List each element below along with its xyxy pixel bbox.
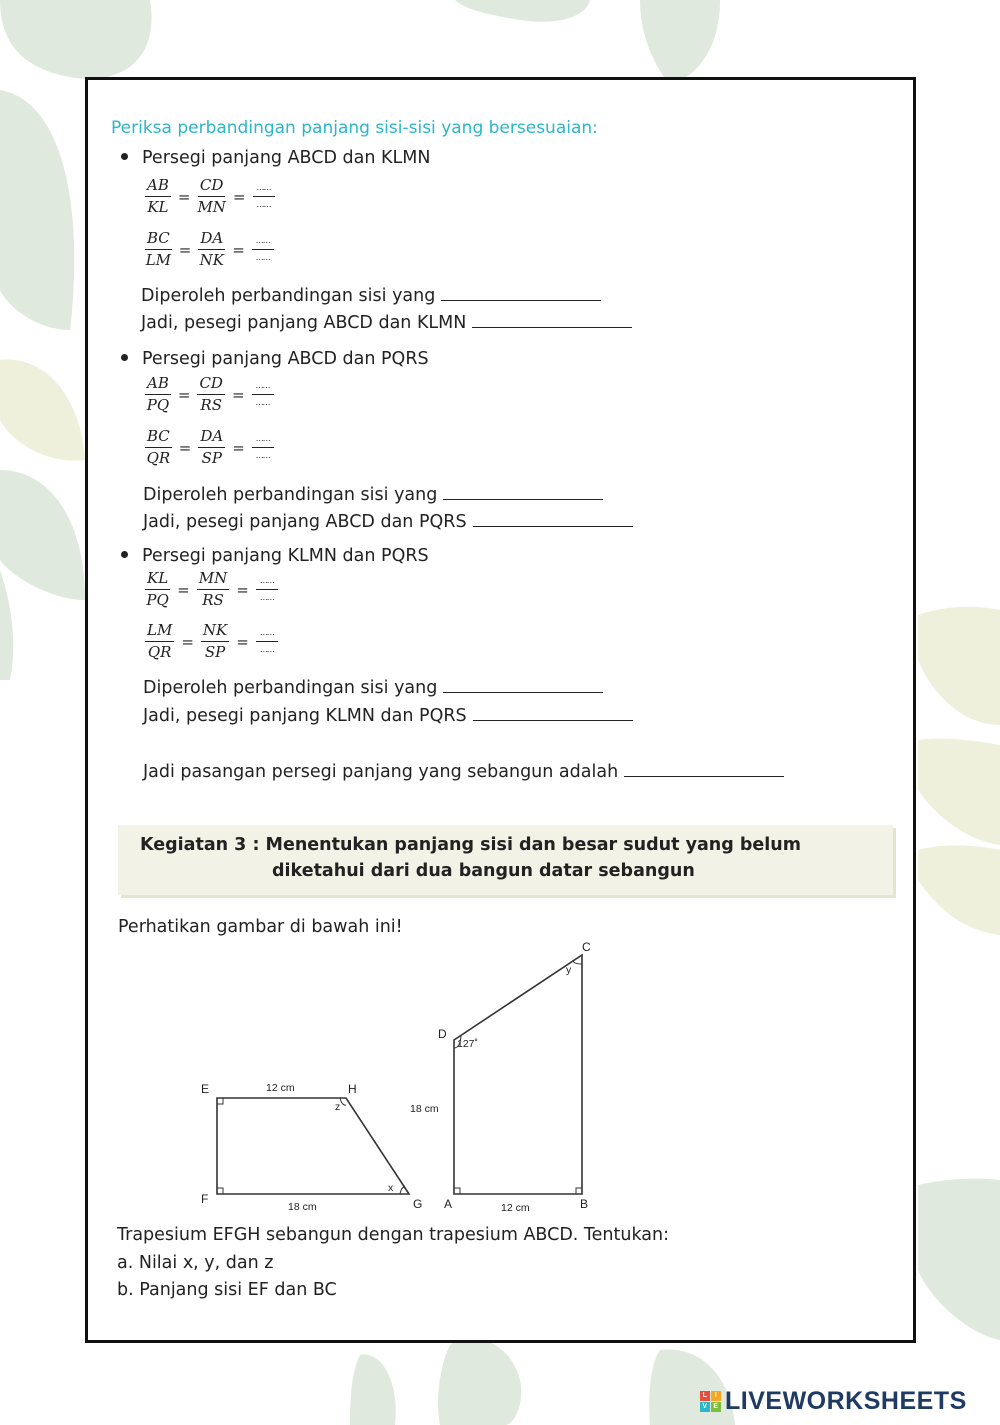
denominator: PQ [146,591,169,609]
numerator: DA [198,230,225,250]
section-2-ratio-2 [143,428,276,467]
conclusion [143,762,784,782]
leaf-left-middle [0,470,85,600]
section-2-title-text: Persegi panjang ABCD dan PQRS [142,349,429,369]
answer-numerator[interactable]: …… [256,628,278,642]
equals-sign: = [181,632,194,651]
fraction [197,177,225,216]
conclusion-text: Jadi pasangan persegi panjang yang sebangun adalah [143,762,619,782]
vertex-b-label: B [580,1197,589,1211]
question-b: b. Panjang sisi EF dan BC [117,1280,337,1300]
fraction [198,230,225,269]
fraction [145,230,172,269]
answer-blank[interactable] [443,498,603,500]
kegiatan-banner [118,825,893,895]
section-3-line-1 [143,678,603,698]
fraction [145,622,174,661]
logo-text: LIVEWORKSHEETS [725,1387,967,1415]
denominator: KL [147,198,169,216]
worksheet-card [85,77,916,1343]
section-2-title [121,349,429,369]
leaf-yellow-left [0,360,85,461]
right-angle-mark-e [217,1098,223,1104]
section-3-line-2 [143,706,633,726]
answer-blank[interactable] [473,719,633,721]
vertex-a-label: A [444,1197,453,1211]
question-a: a. Nilai x, y, dan z [117,1253,274,1273]
angle-arc-h [340,1098,346,1105]
answer-denominator[interactable]: …… [255,398,270,407]
fraction [145,177,171,216]
answer-numerator[interactable]: …… [252,434,274,448]
answer-fraction[interactable] [256,576,278,603]
liveworksheets-logo[interactable] [700,1387,967,1416]
answer-fraction[interactable] [253,183,275,210]
answer-fraction[interactable] [252,434,274,461]
numerator: CD [197,375,225,395]
leaf-top-center [455,0,590,22]
vertex-d-label: D [438,1027,447,1041]
denominator: QR [147,643,172,661]
leaf-bottom-center [438,1338,521,1425]
angle-arc-g [400,1186,405,1194]
fraction [197,375,225,414]
angle-z-label: z [335,1101,341,1113]
denominator: RS [202,591,224,609]
section-1-line-1-text: Diperoleh perbandingan sisi yang [141,286,436,306]
answer-denominator[interactable]: …… [256,200,271,209]
answer-numerator[interactable]: …… [253,183,275,197]
vertex-e-label: E [201,1082,210,1096]
vertex-g-label: G [413,1197,423,1211]
equals-sign: = [232,438,245,457]
numerator: AB [145,375,171,395]
answer-blank[interactable] [441,299,601,301]
section-3-ratio-1 [143,570,280,609]
instruction: Perhatikan gambar di bawah ini! [118,917,403,937]
trapezoid-efgh [217,1098,409,1194]
angle-arc-d [454,1036,461,1048]
leaf-yellow-right-3 [918,846,1000,935]
edge-da-length: 18 cm [410,1103,439,1115]
answer-fraction[interactable] [256,628,278,655]
right-angle-mark-b [576,1188,582,1194]
equals-sign: = [177,187,191,206]
numerator: AB [145,177,171,197]
numerator: CD [198,177,226,197]
section-2-line-1 [143,485,603,505]
right-angle-mark-f [217,1188,223,1194]
answer-fraction[interactable] [252,236,274,263]
bullet-dot [121,153,128,160]
leaf-top-right [640,0,720,85]
answer-denominator[interactable]: …… [255,451,270,460]
fraction [145,375,171,414]
answer-denominator[interactable]: …… [259,593,274,602]
fraction [198,428,225,467]
angle-x-label: x [388,1182,394,1194]
leaf-bottom-left [350,1354,396,1425]
leaf-yellow-right-2 [918,739,1000,845]
section-1-line-2-text: Jadi, pesegi panjang ABCD dan KLMN [141,313,467,333]
numerator: DA [198,428,225,448]
right-angle-mark-a [454,1188,460,1194]
bullet-dot [121,354,128,361]
answer-blank[interactable] [443,691,603,693]
equals-sign: = [177,580,190,599]
leaf-top-left [0,0,152,79]
section-1-title [121,148,430,168]
answer-numerator[interactable]: …… [252,236,274,250]
section-2-ratio-1 [143,375,276,414]
denominator: SP [204,643,226,661]
section-1-line-2 [141,313,632,333]
denominator: MN [197,198,226,216]
answer-numerator[interactable]: …… [256,576,278,590]
denominator: RS [200,396,222,414]
leaf-left-lower [0,570,13,680]
denominator: QR [146,449,171,467]
section-1-ratio-2 [143,230,276,269]
leaf-yellow-right-1 [918,607,1000,725]
question-main: Trapesium EFGH sebangun dengan trapesium ABCD. Tentukan: [117,1225,670,1245]
angle-d-label: 127˚ [457,1038,479,1050]
section-1-line-1 [141,286,601,306]
section-2-line-2 [143,512,633,532]
equals-sign: = [232,187,246,206]
edge-eh-length: 12 cm [266,1082,295,1094]
fraction [145,428,172,467]
fraction [145,570,170,609]
equals-sign: = [231,385,245,404]
section-3-line-2-text: Jadi, pesegi panjang KLMN dan PQRS [143,706,467,726]
numerator: BC [145,428,172,448]
answer-blank[interactable] [472,326,632,328]
answer-blank[interactable] [624,775,784,777]
bullet-dot [121,551,128,558]
edge-fg-length: 18 cm [288,1201,317,1213]
answer-denominator[interactable]: …… [255,253,270,262]
equals-sign: = [236,632,249,651]
kegiatan-title-line-1: Kegiatan 3 : Menentukan panjang sisi dan besar sudut yang belum [140,835,801,855]
answer-fraction[interactable] [252,381,274,408]
angle-y-label: y [566,964,572,976]
equals-sign: = [177,385,191,404]
trapezoid-abcd [454,955,582,1194]
vertex-f-label: F [201,1192,209,1206]
equals-sign: = [236,580,249,599]
section-3-title [121,546,429,566]
section-1-title-text: Persegi panjang ABCD dan KLMN [142,148,431,168]
section-3-line-1-text: Diperoleh perbandingan sisi yang [143,678,438,698]
denominator: NK [199,251,224,269]
denominator: SP [201,449,222,467]
vertex-c-label: C [582,940,591,954]
answer-blank[interactable] [473,525,633,527]
section-1-ratio-1 [143,177,277,216]
kegiatan-title-line-2: diketahui dari dua bangun datar sebangun [272,861,695,881]
denominator: LM [145,251,172,269]
equals-sign: = [232,240,245,259]
answer-denominator[interactable]: …… [259,645,274,654]
answer-numerator[interactable]: …… [252,381,274,395]
vertex-h-label: H [348,1082,357,1096]
numerator: BC [145,230,172,250]
section-2-line-1-text: Diperoleh perbandingan sisi yang [143,485,438,505]
numerator: LM [145,622,174,642]
leaf-left-upper [0,90,74,330]
section-3-title-text: Persegi panjang KLMN dan PQRS [142,546,429,566]
logo-icon: L I V E [700,1391,721,1412]
fraction [201,622,229,661]
denominator: PQ [146,396,170,414]
intro-text: Periksa perbandingan panjang sisi-sisi yang bersesuaian: [111,118,598,138]
section-2-line-2-text: Jadi, pesegi panjang ABCD dan PQRS [143,512,467,532]
equals-sign: = [178,438,192,457]
angle-arc-c [573,961,582,964]
numerator: NK [201,622,229,642]
edge-ab-length: 12 cm [501,1202,530,1214]
numerator: MN [197,570,229,590]
numerator: KL [145,570,170,590]
leaf-bottom-right [918,1179,1000,1340]
equals-sign: = [178,240,192,259]
fraction [197,570,229,609]
section-3-ratio-2 [143,622,280,661]
